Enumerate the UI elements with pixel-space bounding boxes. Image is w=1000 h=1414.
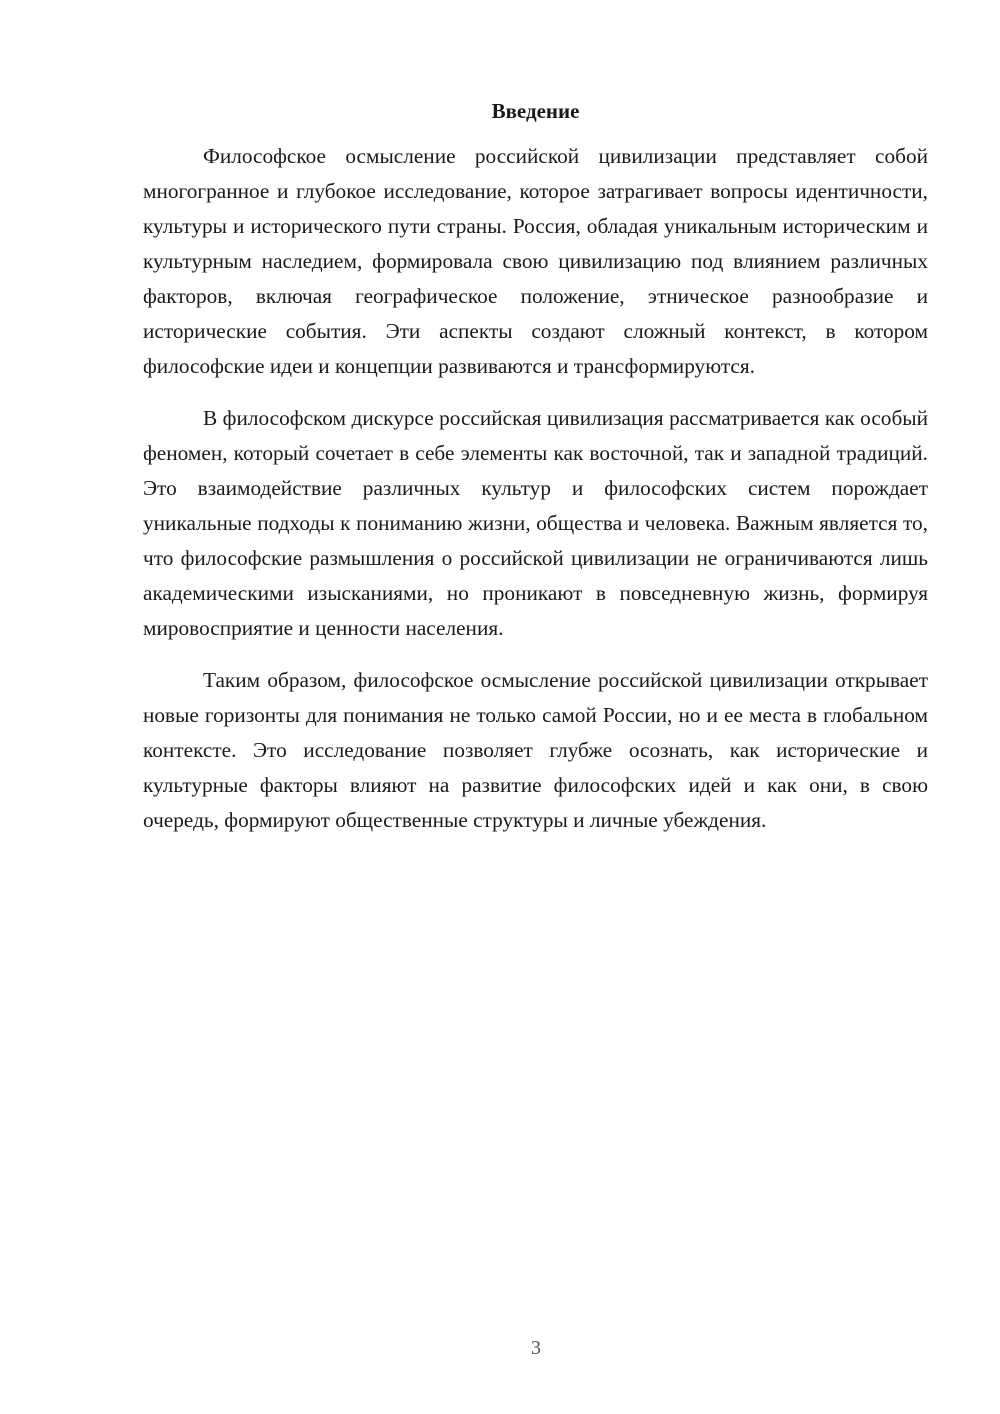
paragraph-2: В философском дискурсе российская цивилизация рассматривается как особый феномен, который сочетает в себе элементы как восточной, так и западной традиций. Это взаимодействие различных культур и философских систем порождает уникальные подходы к пониманию жизни, общества и человека. Важным является то, что философские размышления о российской цивилизации не ограничиваются лишь академическими изысканиями, но проникают в повседневную жизнь, формируя мировосприятие и ценности населения. <box>143 406 928 640</box>
page-content <box>143 94 928 855</box>
paragraph-1: Философское осмысление российской цивилизации представляет собой многогранное и глубокое исследование, которое затрагивает вопросы идентичности, культуры и исторического пути страны. Россия, обладая уникальным историческим и культурным наследием, формировала свою цивилизацию под влиянием различных факторов, включая географическое положение, этническое разнообразие и исторические события. Эти аспекты создают сложный контекст, в котором философские идеи и концепции развиваются и трансформируются. <box>143 144 928 378</box>
page-number: 3 <box>531 1337 541 1359</box>
paragraph-3: Таким образом, философское осмысление российской цивилизации открывает новые горизонты для понимания не только самой России, но и ее места в глобальном контексте. Это исследование позволяет глубже осознать, как исторические и культурные факторы влияют на развитие философских идей и как они, в свою очередь, формируют общественные структуры и личные убеждения. <box>143 668 928 832</box>
section-title: Введение <box>491 99 580 123</box>
